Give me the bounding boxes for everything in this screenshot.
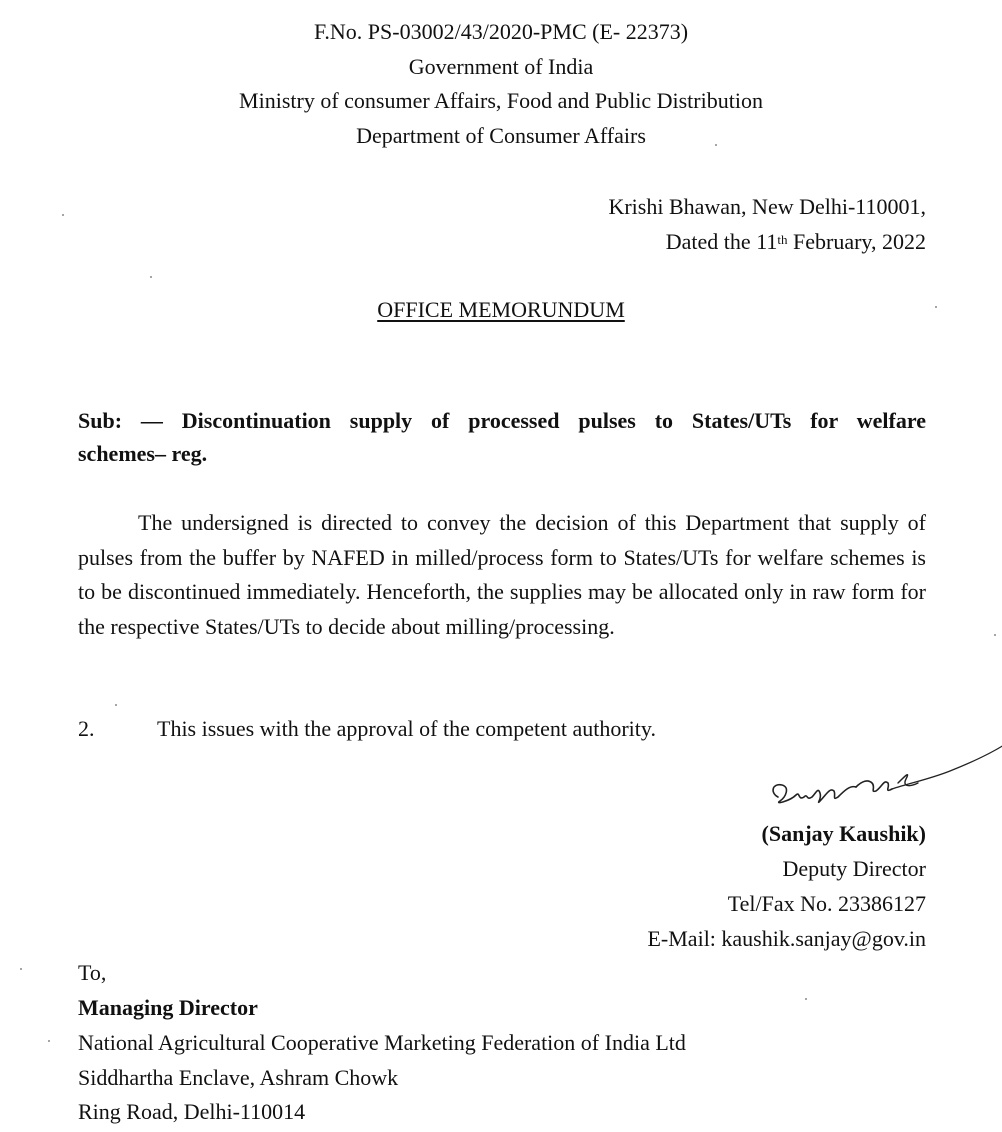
scan-speck [150,276,152,278]
date-suffix: February, 2022 [787,229,926,254]
addressee-to: To, [78,960,107,985]
handwritten-signature [760,735,1002,830]
date-prefix: Dated the 11 [665,229,778,254]
point-text: This issues with the approval of the competent authority. [157,716,656,741]
signatory-designation: Deputy Director [782,856,926,881]
government-line: Government of India [408,54,594,79]
scan-speck [715,144,717,146]
place-line: Krishi Bhawan, New Delhi-110001, [608,194,926,219]
addressee-address-line-2: Ring Road, Delhi-110014 [78,1099,306,1124]
point-number: 2. [78,716,95,741]
scan-speck [20,968,22,970]
memo-title: OFFICE MEMORUNDUM [377,297,625,322]
file-number: F.No. PS-03002/43/2020-PMC (E- 22373) [313,19,689,44]
subject-line-1: Sub: — Discontinuation supply of processed pulses to States/UTs for welfare [78,408,926,433]
signatory-email: E-Mail: kaushik.sanjay@gov.in [647,926,926,951]
addressee-address-line-1: Siddhartha Enclave, Ashram Chowk [78,1065,399,1090]
ministry-line: Ministry of consumer Affairs, Food and Public Distribution [239,88,763,113]
date-line [666,228,926,256]
scan-speck [48,1040,50,1042]
addressee-organisation: National Agricultural Cooperative Marketing Federation of India Ltd [78,1030,686,1055]
department-line: Department of Consumer Affairs [356,123,646,148]
subject-line-2: schemes– reg. [78,441,208,466]
scan-speck [62,214,64,216]
addressee-title: Managing Director [78,995,258,1020]
signatory-tel-fax: Tel/Fax No. 23386127 [727,891,926,916]
date-ordinal-suffix: th [777,232,788,247]
scan-speck [115,704,117,706]
signatory-name: (Sanjay Kaushik) [761,821,926,846]
scan-speck [805,998,807,1000]
scan-speck [994,634,996,636]
subject-block [78,404,926,470]
scan-speck [935,306,937,308]
body-paragraph: The undersigned is directed to convey the decision of this Department that supply of pulses from the buffer by NAFED in milled/process form to States/UTs for welfare schemes is to be discontinued immediately. Henceforth, the supplies may be allocated only in raw form for the respective States/UTs to decide about milling/processing. [78,510,926,639]
